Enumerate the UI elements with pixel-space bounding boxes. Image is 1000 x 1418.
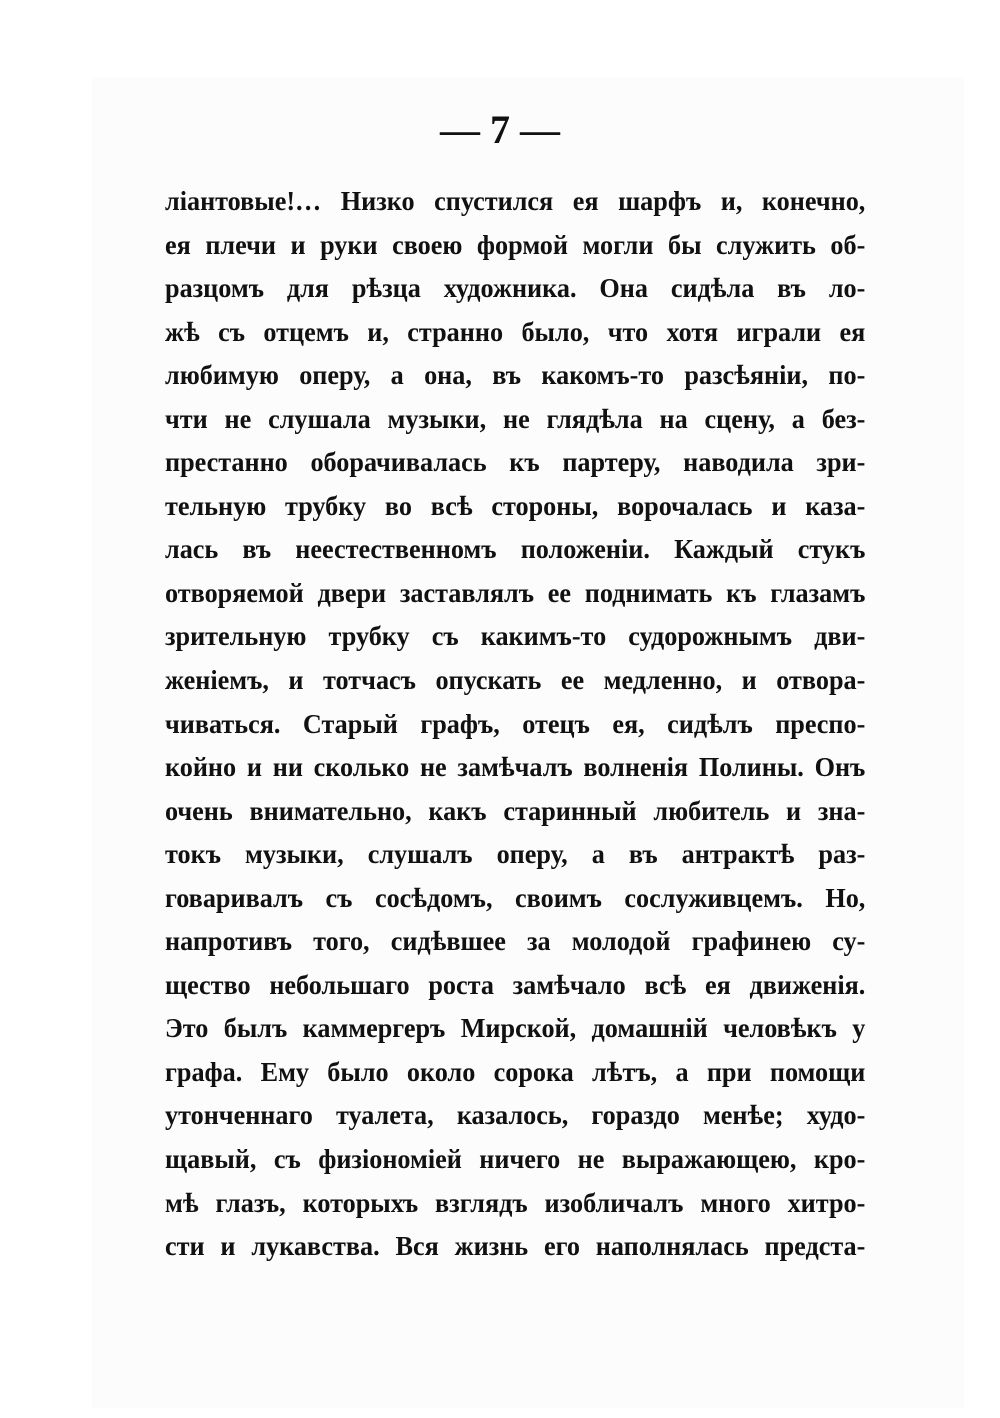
text-line: ея плечи и руки своею формой могли бы служить об- [165, 229, 866, 260]
text-line: жѣ съ отцемъ и, странно было, что хотя играли ея [165, 316, 866, 347]
text-line: лась въ неестественномъ положенiи. Каждый стукъ [165, 534, 866, 565]
text-line: отворяемой двери заставлялъ ее поднимать къ глазамъ [165, 577, 866, 608]
text-line: женiемъ, и тотчасъ опускать ее медленно, и отвора- [165, 665, 866, 696]
text-line: мѣ глазъ, которыхъ взглядъ изобличалъ много хитро- [165, 1187, 866, 1218]
text-line: любимую оперу, а она, въ какомъ-то разсѣянiи, по- [165, 360, 866, 391]
body-text [165, 180, 887, 1269]
text-line: лiантовые!… Низко спустился ея шарфъ и, конечно, [165, 186, 866, 216]
text-line: койно и ни сколько не замѣчалъ волненiя Полины. Онъ [165, 752, 866, 783]
text-line: сти и лукавства. Вся жизнь его наполнялась предста- [165, 1231, 866, 1262]
text-line: токъ музыки, слушалъ оперу, а въ антрактѣ раз- [165, 839, 866, 870]
text-line: престанно оборачивалась къ партеру, наводила зри- [165, 447, 866, 478]
text-line: утонченнаго туалета, казалось, гораздо менѣе; худо- [165, 1100, 866, 1131]
text-line: щество небольшаго роста замѣчало всѣ ея движенiя. [165, 969, 866, 1000]
text-line: чиваться. Старый графъ, отецъ ея, сидѣлъ преспо- [165, 708, 866, 739]
text-line: Это былъ каммергеръ Мирской, домашнiй человѣкъ у [165, 1013, 866, 1044]
text-line: графа. Ему было около сорока лѣтъ, а при помощи [165, 1056, 866, 1087]
page-number: — 7 — [440, 107, 560, 152]
text-line: напротивъ того, сидѣвшее за молодой графинею су- [165, 926, 866, 957]
text-line: тельную трубку во всѣ стороны, ворочалась и каза- [165, 490, 866, 521]
text-line: очень внимательно, какъ старинный любитель и зна- [165, 795, 866, 826]
text-line: зрительную трубку съ какимъ-то судорожнымъ дви- [165, 621, 866, 652]
text-line: чти не слушала музыки, не глядѣла на сцену, а без- [165, 403, 866, 434]
text-line: говаривалъ съ сосѣдомъ, своимъ сослуживцемъ. Но, [165, 882, 866, 913]
text-line: щавый, съ физiономiей ничего не выражающею, кро- [165, 1144, 866, 1175]
text-line: разцомъ для рѣзца художника. Она сидѣла въ ло- [165, 273, 866, 304]
